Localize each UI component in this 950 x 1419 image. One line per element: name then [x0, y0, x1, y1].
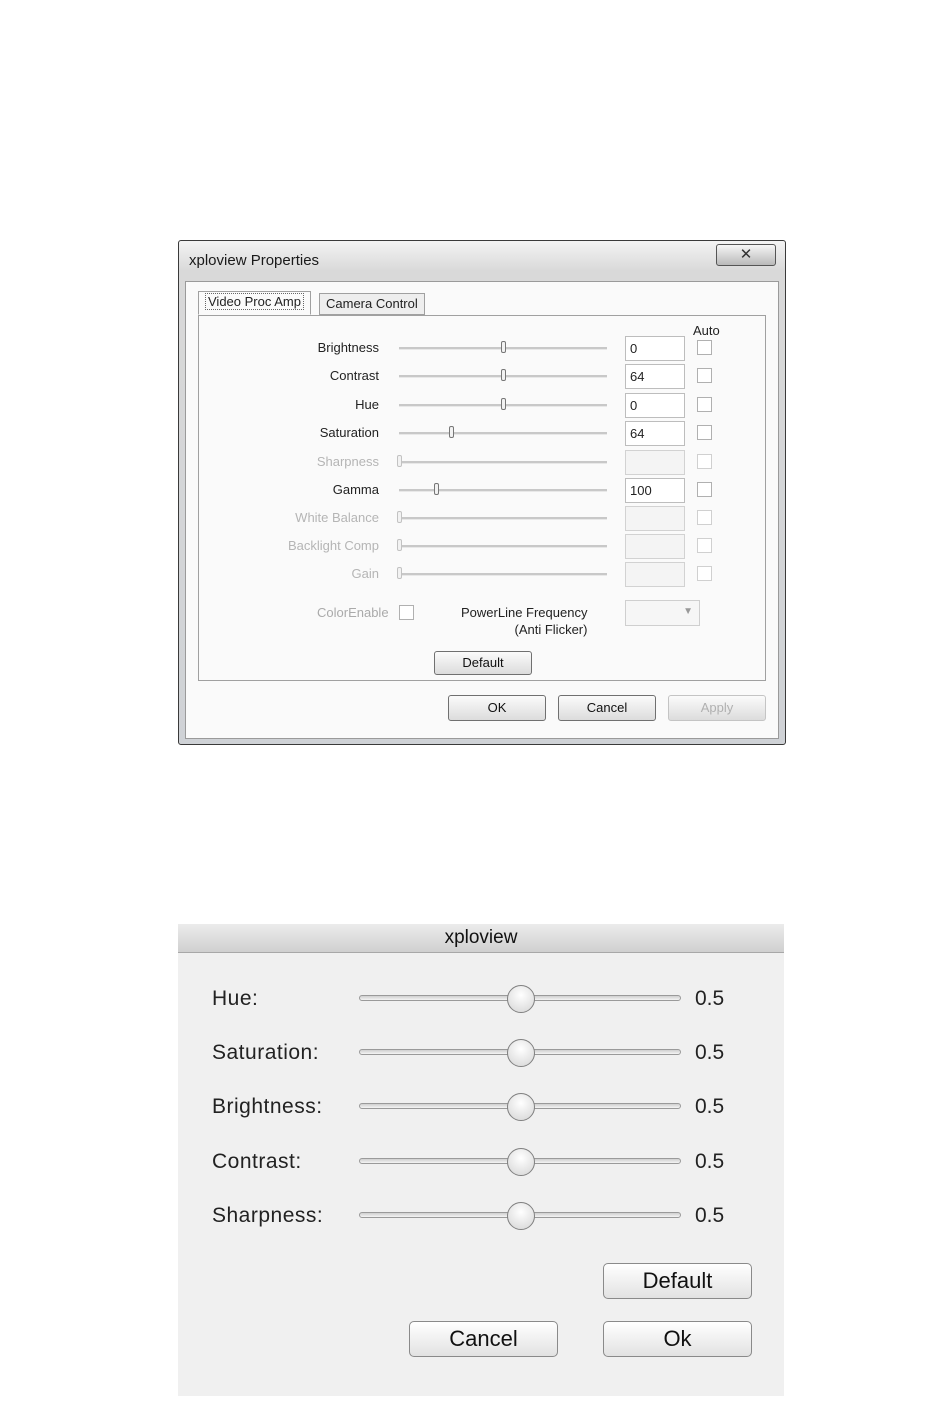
property-row: [199, 393, 767, 419]
mac-hue-slider[interactable]: [359, 995, 681, 1001]
hue-auto-checkbox[interactable]: [697, 397, 712, 412]
backlight-comp-label: Backlight Comp: [287, 538, 379, 553]
default-button[interactable]: Default: [434, 651, 532, 675]
ok-button[interactable]: OK: [448, 695, 546, 721]
mac-ok-button[interactable]: Ok: [603, 1321, 752, 1357]
properties-window: [178, 240, 786, 745]
brightness-auto-checkbox[interactable]: [697, 340, 712, 355]
property-row: [199, 506, 767, 532]
mac-sharpness-label: Sharpness:: [212, 1204, 324, 1227]
tab-video-proc-amp[interactable]: [198, 291, 311, 315]
mac-saturation-value: 0.5: [695, 1041, 725, 1064]
tab-panel: [198, 315, 766, 681]
sharpness-label: Sharpness: [316, 454, 379, 469]
chevron-down-icon: ▼: [683, 606, 693, 617]
brightness-value-field[interactable]: 0: [625, 336, 685, 361]
mac-slider-row: [178, 1087, 784, 1127]
property-row: [199, 421, 767, 447]
white-balance-slider[interactable]: [399, 517, 607, 520]
contrast-slider[interactable]: [399, 375, 607, 378]
mac-saturation-label: Saturation:: [212, 1041, 320, 1064]
mac-sharpness-value: 0.5: [695, 1204, 725, 1227]
tab-camera-control[interactable]: [319, 293, 425, 315]
property-row: [199, 364, 767, 390]
slider-thumb[interactable]: [501, 369, 506, 381]
mac-brightness-slider[interactable]: [359, 1103, 681, 1109]
powerline-frequency-select[interactable]: [625, 600, 700, 626]
hue-value-field[interactable]: 0: [625, 393, 685, 418]
mac-slider-row: [178, 979, 784, 1019]
mac-sharpness-slider[interactable]: [359, 1212, 681, 1218]
mac-slider-row: [178, 1033, 784, 1073]
slider-knob[interactable]: [507, 1148, 535, 1176]
tab-label: Video Proc Amp: [205, 293, 304, 310]
property-row: [199, 478, 767, 504]
mac-window: [178, 924, 784, 1396]
saturation-label: Saturation: [319, 425, 379, 440]
slider-thumb[interactable]: [397, 567, 402, 579]
slider-knob[interactable]: [507, 1202, 535, 1230]
slider-thumb[interactable]: [397, 511, 402, 523]
tab-label: Camera Control: [326, 296, 418, 311]
color-enable-label: ColorEnable: [317, 605, 389, 620]
white-balance-value-field[interactable]: [625, 506, 685, 531]
window-title: xploview Properties: [189, 252, 320, 269]
gamma-value-field[interactable]: 100: [625, 478, 685, 503]
white-balance-label: White Balance: [295, 510, 379, 525]
window-client-area: [185, 281, 779, 739]
saturation-value-field[interactable]: 64: [625, 421, 685, 446]
sharpness-auto-checkbox[interactable]: [697, 454, 712, 469]
slider-knob[interactable]: [507, 1093, 535, 1121]
contrast-auto-checkbox[interactable]: [697, 368, 712, 383]
mac-hue-value: 0.5: [695, 987, 725, 1010]
property-row: [199, 562, 767, 588]
slider-thumb[interactable]: [501, 398, 506, 410]
slider-thumb[interactable]: [397, 539, 402, 551]
mac-default-button[interactable]: Default: [603, 1263, 752, 1299]
mac-brightness-value: 0.5: [695, 1095, 725, 1118]
property-row: [199, 534, 767, 560]
contrast-value-field[interactable]: 64: [625, 364, 685, 389]
backlight-comp-slider[interactable]: [399, 545, 607, 548]
property-row: [199, 450, 767, 476]
gain-value-field[interactable]: [625, 562, 685, 587]
brightness-slider[interactable]: [399, 347, 607, 350]
saturation-auto-checkbox[interactable]: [697, 425, 712, 440]
gamma-label: Gamma: [332, 482, 379, 497]
mac-cancel-button[interactable]: Cancel: [409, 1321, 558, 1357]
mac-saturation-slider[interactable]: [359, 1049, 681, 1055]
powerline-frequency-label: [461, 604, 587, 638]
auto-column-header: Auto: [693, 323, 720, 338]
powerline-label-line1: PowerLine Frequency: [461, 605, 588, 620]
backlight-comp-auto-checkbox[interactable]: [697, 538, 712, 553]
apply-button[interactable]: Apply: [668, 695, 766, 721]
sharpness-slider[interactable]: [399, 461, 607, 464]
slider-thumb[interactable]: [501, 341, 506, 353]
slider-knob[interactable]: [507, 1039, 535, 1067]
slider-thumb[interactable]: [397, 455, 402, 467]
mac-contrast-value: 0.5: [695, 1150, 725, 1173]
property-row: [199, 336, 767, 362]
close-button[interactable]: [716, 244, 776, 266]
cancel-button[interactable]: Cancel: [558, 695, 656, 721]
slider-thumb[interactable]: [434, 483, 439, 495]
white-balance-auto-checkbox[interactable]: [697, 510, 712, 525]
brightness-label: Brightness: [317, 340, 379, 355]
slider-thumb[interactable]: [449, 426, 454, 438]
saturation-slider[interactable]: [399, 432, 607, 435]
contrast-label: Contrast: [329, 368, 379, 383]
gamma-slider[interactable]: [399, 489, 607, 492]
sharpness-value-field[interactable]: [625, 450, 685, 475]
close-icon: ✕: [739, 246, 753, 263]
mac-titlebar: [178, 924, 784, 953]
hue-label: Hue: [355, 397, 379, 412]
mac-brightness-label: Brightness:: [212, 1095, 323, 1118]
mac-slider-row: [178, 1142, 784, 1182]
mac-contrast-label: Contrast:: [212, 1150, 302, 1173]
powerline-label-line2: (Anti Flicker): [514, 622, 588, 637]
gain-auto-checkbox[interactable]: [697, 566, 712, 581]
color-enable-checkbox[interactable]: [399, 605, 414, 620]
slider-knob[interactable]: [507, 985, 535, 1013]
gamma-auto-checkbox[interactable]: [697, 482, 712, 497]
gain-label: Gain: [351, 566, 379, 581]
mac-hue-label: Hue:: [212, 987, 259, 1010]
backlight-comp-value-field[interactable]: [625, 534, 685, 559]
hue-slider[interactable]: [399, 404, 607, 407]
mac-contrast-slider[interactable]: [359, 1158, 681, 1164]
gain-slider[interactable]: [399, 573, 607, 576]
mac-slider-row: [178, 1196, 784, 1236]
mac-window-title: xploview: [444, 927, 518, 948]
